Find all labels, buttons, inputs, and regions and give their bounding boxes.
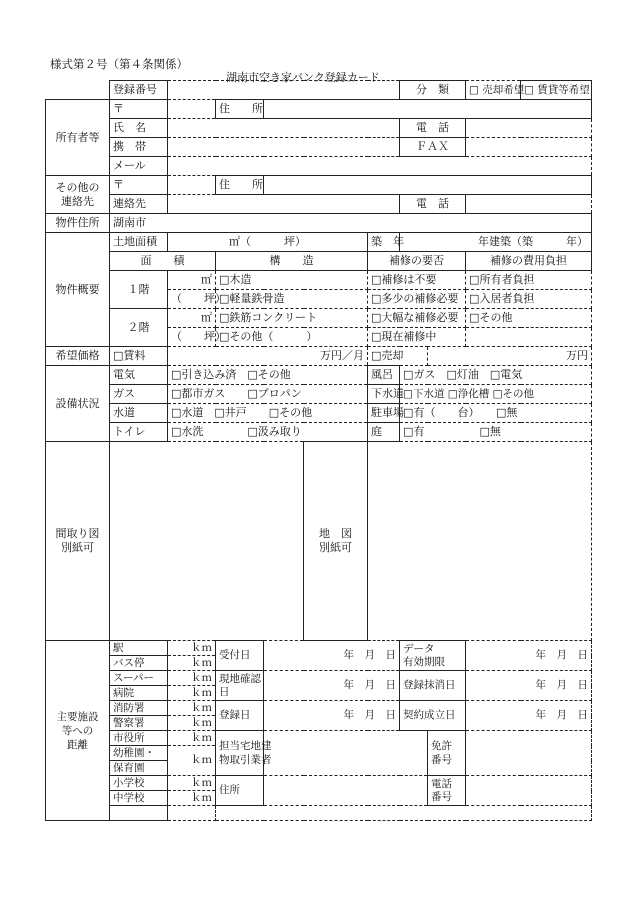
owner-address-field[interactable] [264,100,592,119]
garden-label: 庭 [368,423,400,442]
contact-phone-label: 電 話 [400,195,466,214]
water-options[interactable]: □水道 □井戸 □その他 [168,404,368,423]
owner-mobile-label: 携 帯 [110,138,168,157]
price-sale-checkbox[interactable]: □売却 [368,347,428,366]
building-age-field[interactable]: 年建築（築 年） [400,233,592,252]
property-address-field[interactable]: 湖南市 [110,214,592,233]
contact-address-field[interactable] [264,176,592,195]
owner-mobile-field[interactable] [168,138,400,157]
floor2-sqm[interactable]: ㎡ [168,309,216,328]
dist-cityhall-km[interactable]: ｋｍ [168,731,216,746]
dist-kindergarten-label: 幼稚園・ [110,746,168,761]
registration-date-field[interactable]: 年 月 日 [264,701,400,731]
dist-bus-label: バス停 [110,656,168,671]
repair-cost-header: 補修の費用負担 [466,252,592,271]
bath-label: 風呂 [368,366,400,385]
repair-major[interactable]: □大幅な補修必要 [368,309,466,328]
contact-postal-field[interactable] [168,176,216,195]
structure-wood[interactable]: □木造 [216,271,368,290]
owner-address-label: 住 所 [216,100,264,119]
land-area-field[interactable]: ㎡（ 坪） [168,233,368,252]
site-check-field[interactable]: 年 月 日 [264,671,400,701]
owner-fax-label: ＦＡＸ [400,138,466,157]
registration-number-field[interactable] [168,81,400,100]
structure-rc[interactable]: □鉄筋コンクリート [216,309,368,328]
floor1-sqm[interactable]: ㎡ [168,271,216,290]
dist-supermarket-label: スーパー [110,671,168,686]
agent-phone-label: 電話 番号 [428,776,466,806]
area-header: 面 積 [110,252,216,271]
owner-postal-label: 〒 [110,100,168,119]
owner-name-field[interactable] [168,119,400,138]
owner-phone-label: 電 話 [400,119,466,138]
floor2-tsubo[interactable]: （ 坪） [168,328,216,347]
floor2-label: ２階 [110,309,168,347]
bath-options[interactable]: □ガス □灯油 □電気 [400,366,592,385]
cost-owner[interactable]: □所有者負担 [466,271,592,290]
dist-junior-high-label: 中学校 [110,791,168,806]
dist-supermarket-km[interactable]: ｋｍ [168,671,216,686]
dist-elementary-label: 小学校 [110,776,168,791]
rent-checkbox[interactable]: □ 賃貸等希望 [521,81,592,100]
facility-section-label: 設備状況 [46,366,110,442]
classification-label: 分 類 [400,81,466,100]
received-date-field[interactable]: 年 月 日 [264,641,400,671]
dist-cityhall-label: 市役所 [110,731,168,746]
agent-address-label: 住所 [216,776,264,806]
distance-section-label: 主要施設 等への 距離 [46,641,110,821]
owner-phone-field[interactable] [466,119,592,138]
deletion-date-field[interactable]: 年 月 日 [466,671,592,701]
price-rent-checkbox[interactable]: □賃料 [110,347,168,366]
map-area[interactable] [368,442,592,641]
agent-phone-field[interactable] [466,776,592,806]
land-area-label: 土地面積 [110,233,168,252]
toilet-options[interactable]: □水洗 □汲み取り [168,423,368,442]
contact-phone-field[interactable] [466,195,592,214]
owner-mail-label: メール [110,157,168,176]
agent-address-field[interactable] [264,776,428,806]
building-age-label: 築 年 [368,233,400,252]
dist-junior-high-km[interactable]: ｋｍ [168,791,216,806]
registration-date-label: 登録日 [216,701,264,731]
contact-section-label: その他の 連絡先 [46,176,110,214]
repair-some[interactable]: □多少の補修必要 [368,290,466,309]
water-label: 水道 [110,404,168,423]
data-expiry-label: データ 有効期限 [400,641,466,671]
electric-options[interactable]: □引き込み済 □その他 [168,366,368,385]
registration-row [46,81,592,100]
floor-plan-label: 間取り図 別紙可 [46,442,110,641]
form-number-label: 様式第２号（第４条関係） [50,57,188,71]
contract-date-label: 契約成立日 [400,701,466,731]
toilet-label: トイレ [110,423,168,442]
parking-label: 駐車場 [368,404,400,423]
sewer-label: 下水道 [368,385,400,404]
registration-table [45,80,592,821]
property-address-label: 物件住所 [46,214,110,233]
owner-mail-field[interactable] [168,157,592,176]
data-expiry-field[interactable]: 年 月 日 [466,641,592,671]
dist-kindergarten-km[interactable]: ｋｍ [168,746,216,776]
card-title: 湖南市空き家バンク登録カード [226,71,380,84]
floor-plan-area[interactable] [110,442,304,641]
garden-options[interactable]: □有 □無 [400,423,592,442]
sewer-options[interactable]: □下水道 □浄化槽 □その他 [400,385,592,404]
floor1-tsubo[interactable]: （ 坪） [168,290,216,309]
dist-hospital-km[interactable]: ｋｍ [168,686,216,701]
dist-police-km[interactable]: ｋｍ [168,716,216,731]
owner-postal-field[interactable] [168,100,216,119]
repair-header: 補修の要否 [368,252,466,271]
dist-station-label: 駅 [110,641,168,656]
structure-other[interactable]: □その他（ ） [216,328,368,347]
dist-bus-km[interactable]: ｋｍ [168,656,216,671]
deletion-date-label: 登録抹消日 [400,671,466,701]
parking-options[interactable]: □有（ 台） □無 [400,404,592,423]
structure-light-steel[interactable]: □軽量鉄骨造 [216,290,368,309]
electric-label: 電気 [110,366,168,385]
dist-station-km[interactable]: ｋｍ [168,641,216,656]
owner-name-label: 氏 名 [110,119,168,138]
overview-section-label: 物件概要 [46,233,110,347]
sale-checkbox[interactable]: □ 売却希望 [466,81,521,100]
contract-date-field[interactable]: 年 月 日 [466,701,592,731]
dist-police-label: 警察署 [110,716,168,731]
received-date-label: 受付日 [216,641,264,671]
license-label: 免許 番号 [428,731,466,776]
site-check-label: 現地確認 日 [216,671,264,701]
price-label: 希望価格 [46,347,110,366]
contact-field[interactable] [168,195,400,214]
agent-label: 担当宅地建 物取引業者 [216,731,264,776]
dist-hospital-label: 病院 [110,686,168,701]
contact-address-label: 住 所 [216,176,264,195]
map-label: 地 図 別紙可 [304,442,368,641]
price-rent-unit[interactable]: 万円／月 [168,347,368,366]
floor1-label: １階 [110,271,168,309]
contact-postal-label: 〒 [110,176,168,195]
gas-label: ガス [110,385,168,404]
dist-fire-label: 消防署 [110,701,168,716]
cost-other[interactable]: □その他 [466,309,592,328]
gas-options[interactable]: □都市ガス □プロパン [168,385,368,404]
owner-section-label: 所有者等 [46,100,110,176]
repair-in-progress[interactable]: □現在補修中 [368,328,466,347]
dist-nursery-label: 保育園 [110,761,168,776]
price-sale-unit[interactable]: 万円 [428,347,592,366]
contact-label: 連絡先 [110,195,168,214]
license-field[interactable] [466,731,592,776]
owner-fax-field[interactable] [466,138,592,157]
dist-fire-km[interactable]: ｋｍ [168,701,216,716]
cost-tenant[interactable]: □入居者負担 [466,290,592,309]
structure-header: 構 造 [216,252,368,271]
dist-elementary-km[interactable]: ｋｍ [168,776,216,791]
registration-number-label: 登録番号 [110,81,168,100]
repair-none[interactable]: □補修は不要 [368,271,466,290]
agent-field[interactable] [264,731,428,776]
